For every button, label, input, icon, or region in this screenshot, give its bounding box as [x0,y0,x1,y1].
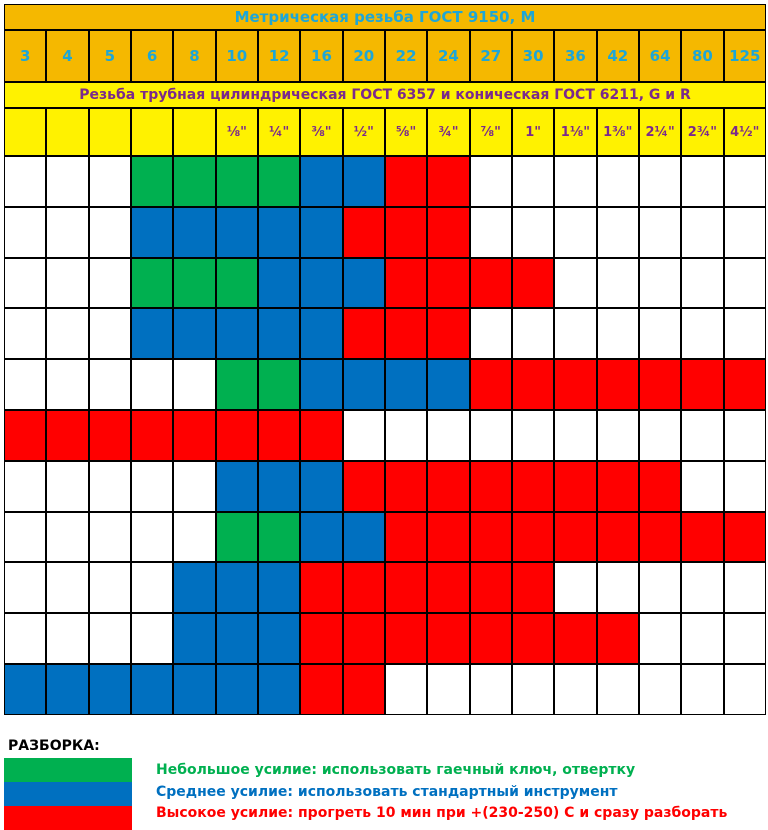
grid-row [4,359,766,410]
grid-cell [131,258,173,309]
grid-cell [724,613,766,664]
grid-cell [46,410,88,461]
grid-cell [173,461,215,512]
grid-cell [89,258,131,309]
grid-cell [681,410,723,461]
grid-cell [427,461,469,512]
grid-cell [639,562,681,613]
grid-cell [343,258,385,309]
grid-cell [131,664,173,715]
metric-size-cell: 30 [512,30,554,82]
pipe-size-cell: ½" [343,108,385,156]
grid-cell [258,461,300,512]
grid-cell [216,156,258,207]
grid-cell [639,308,681,359]
grid-cell [46,308,88,359]
grid-cell [681,613,723,664]
grid-cell [554,613,596,664]
grid-cell [554,207,596,258]
grid-cell [300,512,342,563]
grid-cell [173,156,215,207]
grid-cell [4,562,46,613]
grid-cell [4,258,46,309]
grid-cell [681,562,723,613]
grid-cell [639,461,681,512]
grid-cell [554,308,596,359]
grid-cell [724,359,766,410]
grid-cell [597,461,639,512]
grid-cell [681,461,723,512]
grid-cell [724,410,766,461]
grid-cell [300,664,342,715]
grid-cell [554,461,596,512]
grid-cell [343,664,385,715]
grid-cell [4,359,46,410]
grid-cell [46,562,88,613]
grid-cell [89,207,131,258]
grid-cell [554,156,596,207]
grid-cell [131,512,173,563]
grid-cell [216,613,258,664]
grid-cell [639,156,681,207]
pipe-size-cell: ¼" [258,108,300,156]
grid-cell [385,613,427,664]
grid-cell [89,512,131,563]
grid-cell [385,308,427,359]
grid-cell [46,207,88,258]
grid-cell [173,410,215,461]
grid-cell [258,308,300,359]
grid-cell [470,512,512,563]
grid-row [4,156,766,207]
metric-size-cell: 4 [46,30,88,82]
legend-text-blue: Среднее усилие: использовать стандартный инструмент [156,784,618,800]
metric-thread-title: Метрическая резьба ГОСТ 9150, М [4,4,766,30]
grid-cell [385,410,427,461]
metric-size-cell: 6 [131,30,173,82]
grid-cell [343,562,385,613]
metric-size-cell: 12 [258,30,300,82]
grid-cell [4,613,46,664]
grid-cell [258,664,300,715]
grid-cell [46,258,88,309]
grid-cell [639,359,681,410]
grid-row [4,613,766,664]
grid-cell [173,359,215,410]
grid-cell [470,308,512,359]
grid-cell [258,359,300,410]
grid-cell [343,207,385,258]
grid-cell [343,512,385,563]
grid-cell [300,613,342,664]
grid-cell [512,664,554,715]
grid-cell [724,156,766,207]
grid-cell [427,258,469,309]
grid-cell [173,562,215,613]
grid-cell [385,562,427,613]
metric-size-cell: 64 [639,30,681,82]
grid-cell [427,613,469,664]
grid-row [4,461,766,512]
pipe-size-cell [4,108,46,156]
grid-cell [597,359,639,410]
grid-cell [512,410,554,461]
grid-row [4,664,766,715]
grid-cell [639,207,681,258]
metric-size-cell: 10 [216,30,258,82]
grid-cell [300,410,342,461]
grid-cell [89,461,131,512]
grid-cell [89,613,131,664]
pipe-size-cell: ⅝" [385,108,427,156]
grid-cell [470,613,512,664]
grid-cell [216,562,258,613]
legend-swatch-blue [4,782,132,806]
grid-cell [131,207,173,258]
grid-cell [597,156,639,207]
grid-cell [89,308,131,359]
grid-cell [343,410,385,461]
grid-cell [554,359,596,410]
grid-cell [470,562,512,613]
metric-size-cell: 16 [300,30,342,82]
grid-cell [554,410,596,461]
grid-cell [427,207,469,258]
grid-cell [131,410,173,461]
grid-cell [512,512,554,563]
grid-cell [4,664,46,715]
grid-cell [427,562,469,613]
grid-cell [343,156,385,207]
grid-cell [554,664,596,715]
grid-cell [681,359,723,410]
legend-swatch-red [4,806,132,830]
pipe-size-cell: 2¾" [681,108,723,156]
grid-cell [131,359,173,410]
legend-text-green: Небольшое усилие: использовать гаечный ключ, отвертку [156,762,636,778]
grid-cell [300,359,342,410]
grid-cell [470,258,512,309]
grid-row [4,258,766,309]
grid-row [4,207,766,258]
grid-row [4,410,766,461]
grid-cell [258,562,300,613]
pipe-size-row [4,108,766,156]
grid-cell [470,410,512,461]
grid-cell [343,613,385,664]
grid-cell [681,308,723,359]
grid-cell [258,410,300,461]
grid-cell [300,461,342,512]
grid-cell [639,410,681,461]
grid-cell [512,308,554,359]
grid-cell [46,664,88,715]
grid-cell [46,156,88,207]
grid-cell [300,562,342,613]
grid-cell [470,359,512,410]
grid-cell [173,308,215,359]
grid-cell [639,258,681,309]
grid-cell [639,613,681,664]
grid-cell [216,359,258,410]
grid-cell [173,258,215,309]
grid-cell [131,156,173,207]
grid-cell [4,512,46,563]
grid-cell [131,562,173,613]
grid-row [4,512,766,563]
grid-cell [131,308,173,359]
metric-size-cell: 125 [724,30,766,82]
grid-cell [173,207,215,258]
grid-cell [216,410,258,461]
grid-cell [724,562,766,613]
grid-cell [258,512,300,563]
pipe-size-cell: ⅛" [216,108,258,156]
pipe-size-cell: 2¼" [639,108,681,156]
metric-size-cell: 20 [343,30,385,82]
grid-cell [597,664,639,715]
grid-cell [724,308,766,359]
grid-cell [724,258,766,309]
grid-cell [470,207,512,258]
grid-cell [4,156,46,207]
grid-cell [470,461,512,512]
grid-cell [89,562,131,613]
pipe-size-cell [173,108,215,156]
grid-cell [46,613,88,664]
pipe-size-cell: 1⅛" [554,108,596,156]
grid-cell [681,207,723,258]
grid-cell [512,613,554,664]
metric-size-cell: 24 [427,30,469,82]
grid-cell [258,156,300,207]
pipe-size-cell: ¾" [427,108,469,156]
metric-size-row [4,30,766,82]
grid-cell [46,461,88,512]
grid-cell [427,512,469,563]
grid-cell [173,613,215,664]
pipe-size-cell: ⅞" [470,108,512,156]
grid-cell [385,156,427,207]
grid-cell [300,156,342,207]
grid-cell [427,156,469,207]
grid-cell [597,562,639,613]
grid-cell [681,512,723,563]
grid-cell [597,308,639,359]
grid-cell [724,207,766,258]
pipe-size-cell: 4½" [724,108,766,156]
grid-cell [724,461,766,512]
grid-cell [512,461,554,512]
grid-cell [89,156,131,207]
grid-cell [343,308,385,359]
grid-cell [554,562,596,613]
grid-cell [173,512,215,563]
grid-cell [681,258,723,309]
grid-cell [216,512,258,563]
grid-cell [597,207,639,258]
grid-cell [512,207,554,258]
grid-cell [173,664,215,715]
pipe-size-cell: 1" [512,108,554,156]
metric-size-cell: 42 [597,30,639,82]
grid-cell [89,664,131,715]
effort-grid [4,156,766,715]
grid-cell [597,410,639,461]
grid-cell [258,258,300,309]
grid-cell [427,410,469,461]
grid-cell [216,258,258,309]
legend-title: РАЗБОРКА: [8,738,100,754]
thread-table [4,4,766,715]
grid-cell [385,461,427,512]
grid-cell [512,562,554,613]
pipe-thread-title: Резьба трубная цилиндрическая ГОСТ 6357 и коническая ГОСТ 6211, G и R [4,82,766,108]
grid-cell [639,512,681,563]
metric-size-cell: 22 [385,30,427,82]
grid-cell [300,258,342,309]
grid-cell [258,207,300,258]
grid-cell [300,308,342,359]
grid-cell [554,512,596,563]
pipe-size-cell [131,108,173,156]
grid-cell [385,207,427,258]
grid-cell [131,613,173,664]
grid-cell [89,410,131,461]
grid-cell [681,664,723,715]
grid-cell [300,207,342,258]
pipe-size-cell: ⅜" [300,108,342,156]
metric-size-cell: 8 [173,30,215,82]
grid-cell [385,664,427,715]
grid-cell [4,410,46,461]
grid-cell [385,512,427,563]
grid-cell [258,613,300,664]
legend-swatch-green [4,758,132,782]
pipe-size-cell [89,108,131,156]
grid-cell [4,207,46,258]
grid-cell [131,461,173,512]
metric-size-cell: 5 [89,30,131,82]
grid-cell [427,664,469,715]
metric-size-cell: 36 [554,30,596,82]
pipe-size-cell: 1⅜" [597,108,639,156]
grid-cell [343,461,385,512]
grid-cell [512,359,554,410]
grid-cell [512,156,554,207]
grid-cell [216,461,258,512]
grid-cell [216,664,258,715]
grid-cell [46,359,88,410]
grid-cell [681,156,723,207]
grid-cell [597,258,639,309]
grid-row [4,308,766,359]
grid-cell [216,207,258,258]
grid-cell [639,664,681,715]
grid-cell [554,258,596,309]
grid-cell [385,258,427,309]
grid-cell [46,512,88,563]
grid-cell [4,461,46,512]
grid-cell [724,512,766,563]
grid-cell [724,664,766,715]
grid-cell [216,308,258,359]
grid-cell [597,613,639,664]
grid-cell [470,664,512,715]
metric-size-cell: 3 [4,30,46,82]
grid-cell [512,258,554,309]
grid-cell [89,359,131,410]
grid-cell [385,359,427,410]
metric-size-cell: 27 [470,30,512,82]
grid-cell [4,308,46,359]
pipe-size-cell [46,108,88,156]
grid-cell [470,156,512,207]
grid-cell [597,512,639,563]
grid-cell [427,359,469,410]
grid-cell [343,359,385,410]
grid-cell [427,308,469,359]
metric-size-cell: 80 [681,30,723,82]
grid-row [4,562,766,613]
legend-text-red: Высокое усилие: прогреть 10 мин при +(230-250) С и сразу разборать [156,805,728,821]
